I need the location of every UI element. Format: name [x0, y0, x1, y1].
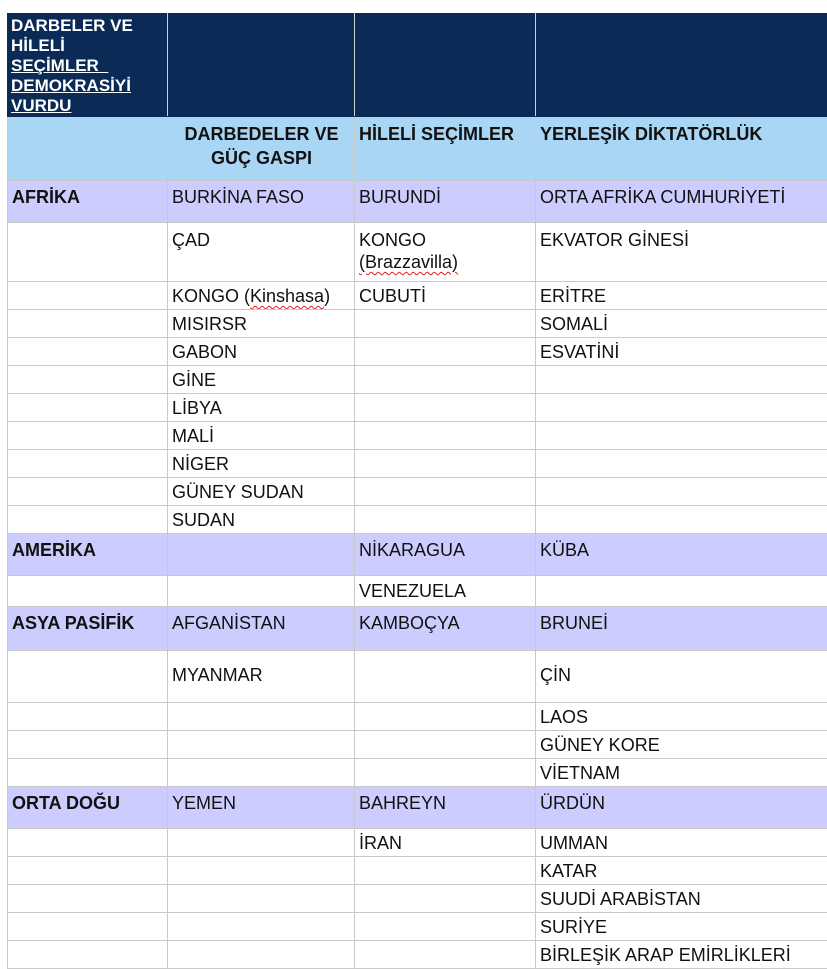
cell-fraud: KONGO (Brazzavilla)	[355, 223, 536, 282]
cell-coup	[168, 759, 355, 787]
cell-empty	[8, 759, 168, 787]
table-row	[8, 703, 827, 731]
table-title	[8, 14, 168, 117]
cell-coup: SUDAN	[168, 506, 355, 534]
header-region	[8, 117, 168, 181]
cell-dictatorship	[536, 422, 827, 450]
cell-fraud: BURUNDİ	[355, 181, 536, 223]
cell-coup	[168, 731, 355, 759]
cell-coup: BURKİNA FASO	[168, 181, 355, 223]
cell-coup: MYANMAR	[168, 651, 355, 703]
cell-fraud	[355, 913, 536, 941]
cell-fraud	[355, 857, 536, 885]
cell-dictatorship: VİETNAM	[536, 759, 827, 787]
cell-empty	[8, 651, 168, 703]
cell-fraud	[355, 394, 536, 422]
cell-fraud	[355, 506, 536, 534]
cell-dictatorship	[536, 576, 827, 607]
cell-dictatorship: ÇİN	[536, 651, 827, 703]
cell-dictatorship: ERİTRE	[536, 282, 827, 310]
cell-coup	[168, 576, 355, 607]
cell-dictatorship: ESVATİNİ	[536, 338, 827, 366]
header-coups: DARBEDELER VE GÜÇ GASPI	[168, 117, 355, 181]
region-label: ASYA PASİFİK	[8, 607, 168, 651]
title-cell-empty	[355, 14, 536, 117]
cell-fraud: İRAN	[355, 829, 536, 857]
cell-coup: LİBYA	[168, 394, 355, 422]
cell-empty	[8, 223, 168, 282]
cell-coup: GÜNEY SUDAN	[168, 478, 355, 506]
cell-dictatorship	[536, 478, 827, 506]
cell-empty	[8, 422, 168, 450]
cell-coup: ÇAD	[168, 223, 355, 282]
table-row	[8, 181, 827, 223]
table-row	[8, 829, 827, 857]
title-cell-empty	[168, 14, 355, 117]
table-row	[8, 422, 827, 450]
cell-fraud: VENEZUELA	[355, 576, 536, 607]
table-row	[8, 857, 827, 885]
header-dictatorship: YERLEŞİK DİKTATÖRLÜK	[536, 117, 827, 181]
cell-fraud	[355, 450, 536, 478]
header-fraud: HİLELİ SEÇİMLER	[355, 117, 536, 181]
cell-fraud	[355, 731, 536, 759]
cell-fraud	[355, 759, 536, 787]
cell-fraud: BAHREYN	[355, 787, 536, 829]
cell-coup: GİNE	[168, 366, 355, 394]
cell-fraud	[355, 366, 536, 394]
table-row	[8, 506, 827, 534]
cell-empty	[8, 394, 168, 422]
cell-coup	[168, 829, 355, 857]
table-row	[8, 223, 827, 282]
cell-empty	[8, 857, 168, 885]
cell-coup	[168, 857, 355, 885]
cell-fraud	[355, 651, 536, 703]
cell-fraud	[355, 310, 536, 338]
title-cell-empty	[536, 14, 827, 117]
title-line2: DEMOKRASİYİ VURDU	[11, 76, 131, 115]
table-row	[8, 787, 827, 829]
cell-coup: KONGO (Kinshasa)	[168, 282, 355, 310]
cell-empty	[8, 366, 168, 394]
table-row	[8, 478, 827, 506]
cell-dictatorship: ORTA AFRİKA CUMHURİYETİ	[536, 181, 827, 223]
cell-empty	[8, 450, 168, 478]
cell-fraud	[355, 703, 536, 731]
cell-empty	[8, 282, 168, 310]
cell-dictatorship: KÜBA	[536, 534, 827, 576]
cell-dictatorship: KATAR	[536, 857, 827, 885]
cell-coup	[168, 941, 355, 969]
cell-dictatorship: UMMAN	[536, 829, 827, 857]
cell-dictatorship: ÜRDÜN	[536, 787, 827, 829]
region-label: AFRİKA	[8, 181, 168, 223]
cell-empty	[8, 478, 168, 506]
coups-table	[7, 13, 827, 969]
table-row	[8, 913, 827, 941]
table-row	[8, 651, 827, 703]
table-row	[8, 941, 827, 969]
cell-coup: MISIRSR	[168, 310, 355, 338]
cell-empty	[8, 338, 168, 366]
cell-coup: MALİ	[168, 422, 355, 450]
title-line1: DARBELER VE HİLELİ SEÇİMLER	[11, 16, 133, 75]
cell-coup: AFGANİSTAN	[168, 607, 355, 651]
table-row	[8, 607, 827, 651]
table-row	[8, 731, 827, 759]
cell-dictatorship: SOMALİ	[536, 310, 827, 338]
cell-fraud: KAMBOÇYA	[355, 607, 536, 651]
cell-dictatorship: SUUDİ ARABİSTAN	[536, 885, 827, 913]
kongo-subtitle: (Brazzavilla)	[359, 252, 458, 272]
cell-coup	[168, 913, 355, 941]
cell-dictatorship: LAOS	[536, 703, 827, 731]
cell-empty	[8, 913, 168, 941]
cell-coup: NİGER	[168, 450, 355, 478]
cell-empty	[8, 829, 168, 857]
cell-dictatorship	[536, 450, 827, 478]
cell-coup	[168, 703, 355, 731]
cell-fraud	[355, 941, 536, 969]
region-label: AMERİKA	[8, 534, 168, 576]
cell-empty	[8, 703, 168, 731]
cell-empty	[8, 576, 168, 607]
cell-fraud	[355, 478, 536, 506]
cell-dictatorship	[536, 366, 827, 394]
cell-dictatorship: GÜNEY KORE	[536, 731, 827, 759]
cell-coup: YEMEN	[168, 787, 355, 829]
cell-fraud: NİKARAGUA	[355, 534, 536, 576]
cell-fraud	[355, 422, 536, 450]
cell-dictatorship: BRUNEİ	[536, 607, 827, 651]
table-row	[8, 576, 827, 607]
cell-fraud: CUBUTİ	[355, 282, 536, 310]
title-row	[8, 14, 827, 117]
table-row	[8, 394, 827, 422]
table-row	[8, 759, 827, 787]
cell-dictatorship: BİRLEŞİK ARAP EMİRLİKLERİ	[536, 941, 827, 969]
cell-coup: GABON	[168, 338, 355, 366]
table-row	[8, 338, 827, 366]
table-row	[8, 450, 827, 478]
table-row	[8, 366, 827, 394]
cell-empty	[8, 506, 168, 534]
region-label: ORTA DOĞU	[8, 787, 168, 829]
cell-dictatorship	[536, 506, 827, 534]
cell-dictatorship	[536, 394, 827, 422]
cell-empty	[8, 731, 168, 759]
header-row	[8, 117, 827, 181]
cell-coup	[168, 534, 355, 576]
table-row	[8, 282, 827, 310]
cell-dictatorship: SURİYE	[536, 913, 827, 941]
table-row	[8, 310, 827, 338]
cell-fraud	[355, 338, 536, 366]
cell-empty	[8, 310, 168, 338]
table-row	[8, 534, 827, 576]
cell-dictatorship: EKVATOR GİNESİ	[536, 223, 827, 282]
cell-empty	[8, 941, 168, 969]
